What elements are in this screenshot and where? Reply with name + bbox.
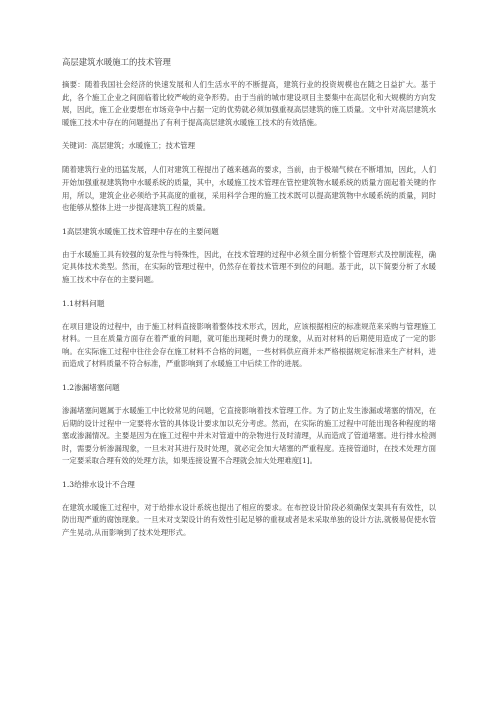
- subsection-paragraph-materials: 在项目建设的过程中，由于施工材料直接影响着整体技术形式，因此，应该根据相应的标准规范来采购与管理施工材料。一旦在质量方面存在着严重的问题，就可能出现耗时费力的现象，从而对材料的后期使用造成了一定的影响。在实际施工过程中往往会存在施工材料不合格的问题，一些材料供应商并未严格根据规定标准来生产材料，进而造成了材料质量不符合标准，严重影响到了水暖施工中后续工作的进展。: [62, 321, 436, 369]
- keywords-line: 关键词：高层建筑；水暖施工；技术管理: [62, 141, 196, 151]
- subsection-heading-drainage: 1.3给排水设计不合理: [62, 479, 135, 489]
- section-paragraph: 由于水暖施工具有较强的复杂性与特殊性，因此，在技术管理的过程中必须全面分析整个管理形式及控制流程，确定具体技术类型。然而，在实际的管理过程中，仍然存在着技术管理不到位的问题。基于此，以下简要分析了水暖施工技术中存在的主要问题。: [62, 249, 436, 284]
- section-heading: 1高层建筑水暖施工技术管理中存在的主要问题: [62, 226, 219, 236]
- document-title: 高层建筑水暖施工的技术管理: [62, 57, 171, 67]
- subsection-paragraph-leakage: 渗漏堵塞问题属于水暖施工中比较常见的问题，它直接影响着技术管理工作。为了防止发生渗漏或堵塞的情况，在后期的设计过程中一定要将水管的具体设计要求加以充分考虑。然而，在实际的施工过程中可能出现各种程度的堵塞或渗漏情况。主要是因为在施工过程中并未对管道中的杂物进行及时清理，从而造成了管道堵塞。进行排水检测时，需要分析渗漏现象，一旦未对其进行及时处理，就必定会加大堵塞的严重程度。连接管道时，在技术处理方面一定要采取合理有效的处理方法，如果连接设置不合理就会加大处理难度[1]。: [62, 405, 436, 466]
- intro-paragraph: 随着建筑行业的迅猛发展，人们对建筑工程提出了越来越高的要求，当前，由于极端气候在不断增加，因此，人们开始加强重视建筑物中水暖系统的质量，其中，水暖施工技术管理在管控建筑物水暖系统的质量方面起着关键的作用，所以，建筑企业必须给予其高度的重视，采用科学合理的施工技术既可以提高建筑物中水暖系统的质量，同时也能够从整体上进一步提高建筑工程的质量。: [62, 165, 436, 213]
- abstract-paragraph: 摘要：随着我国社会经济的快速发展和人们生活水平的不断提高，建筑行业的投资规模也在随之日益扩大。基于此，各个施工企业之间面临着比较严峻的竞争形势。由于当前的城市建设项目主要集中在高层化和大规模的方向发展，因此，施工企业要想在市场竞争中占据一定的优势就必须加强重视高层建筑的施工质量。文中针对高层建筑水暖施工技术中存在的问题提出了有利于提高高层建筑水暖施工技术的有效措施。: [62, 80, 436, 127]
- subsection-heading-materials: 1.1材料问题: [62, 298, 105, 308]
- document-page: [62, 56, 436, 551]
- subsection-paragraph-drainage: 在建筑水暖施工过程中，对于给排水设计系统也提出了相应的要求。在布控设计阶段必须确保支架具有有效性，以防出现严重的腐蚀现象。一旦未对支架设计的有效性引起足够的重视或者是未采取单独的设计方法,就极易促使水管产生晃动,从而影响到了技术处理形式。: [62, 502, 436, 538]
- subsection-heading-leakage: 1.2渗漏堵塞问题: [62, 382, 120, 392]
